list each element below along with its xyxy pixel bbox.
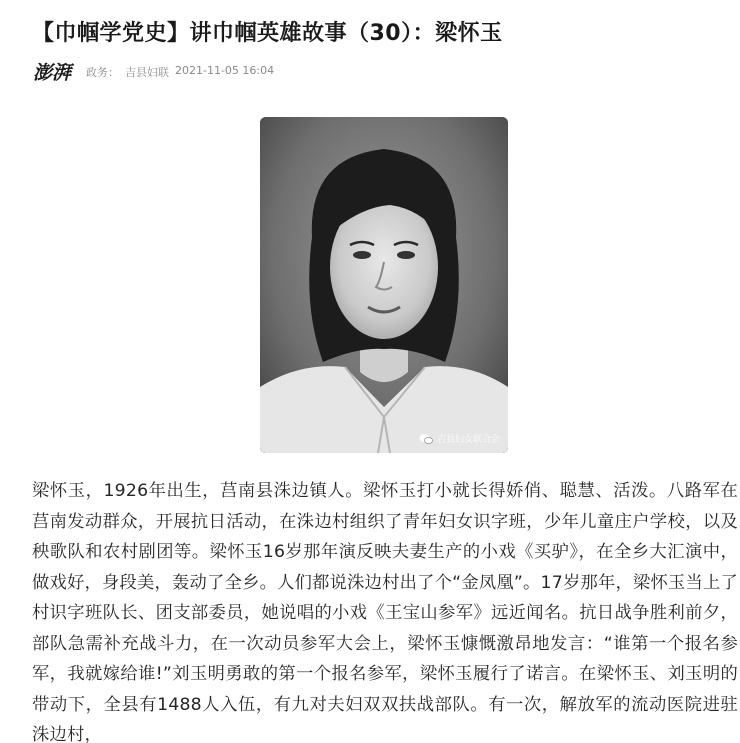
photo-watermark (419, 432, 500, 445)
article-meta (32, 60, 274, 84)
wechat-icon (419, 433, 433, 445)
source-logo[interactable] (32, 60, 78, 84)
portrait-photo (260, 117, 508, 453)
svg-text:澎湃: 澎湃 (33, 62, 72, 84)
portrait-image (260, 117, 508, 453)
watermark-text: 吉县妇女联合会 (436, 435, 500, 445)
article-body: 梁怀玉，1926年出生，莒南县洙边镇人。梁怀玉打小就长得娇俏、聪慧、活泼。八路军在莒南发动群众，开展抗日活动，在洙边村组织了青年妇女识字班，少年儿童庄户学校，以及秧歌队和农村剧团等。梁怀玉16岁那年演反映夫妻生产的小戏《买驴》，在全乡大汇演中，做戏好，身段美，轰动了全乡。人们都说洙边村出了个“金凤凰”。17岁那年，梁怀玉当上了村识字班队长、团支部委员，她说唱的小戏《王宝山参军》远近闻名。抗日战争胜利前夕，部队急需补充战斗力，在一次动员参军大会上，梁怀玉慷慨激昂地发言：“谁第一个报名参军，我就嫁给谁!”刘玉明勇敢的第一个报名参军，梁怀玉履行了诺言。在梁怀玉、刘玉明的带动下，全县有1488人入伍，有九对夫妇双双扶战部队。有一次，解放军的流动医院进驻洙边村， (32, 481, 738, 743)
article-title: 【巾帼学党史】讲巾帼英雄故事（30）：梁怀玉 (32, 21, 503, 46)
meta-text (86, 64, 274, 80)
meta-channel: 政务： (86, 66, 119, 79)
meta-author[interactable]: 吉县妇联 (125, 66, 169, 79)
source-logo-mark (32, 60, 78, 84)
meta-timestamp: 2021-11-05 16:04 (175, 64, 275, 77)
